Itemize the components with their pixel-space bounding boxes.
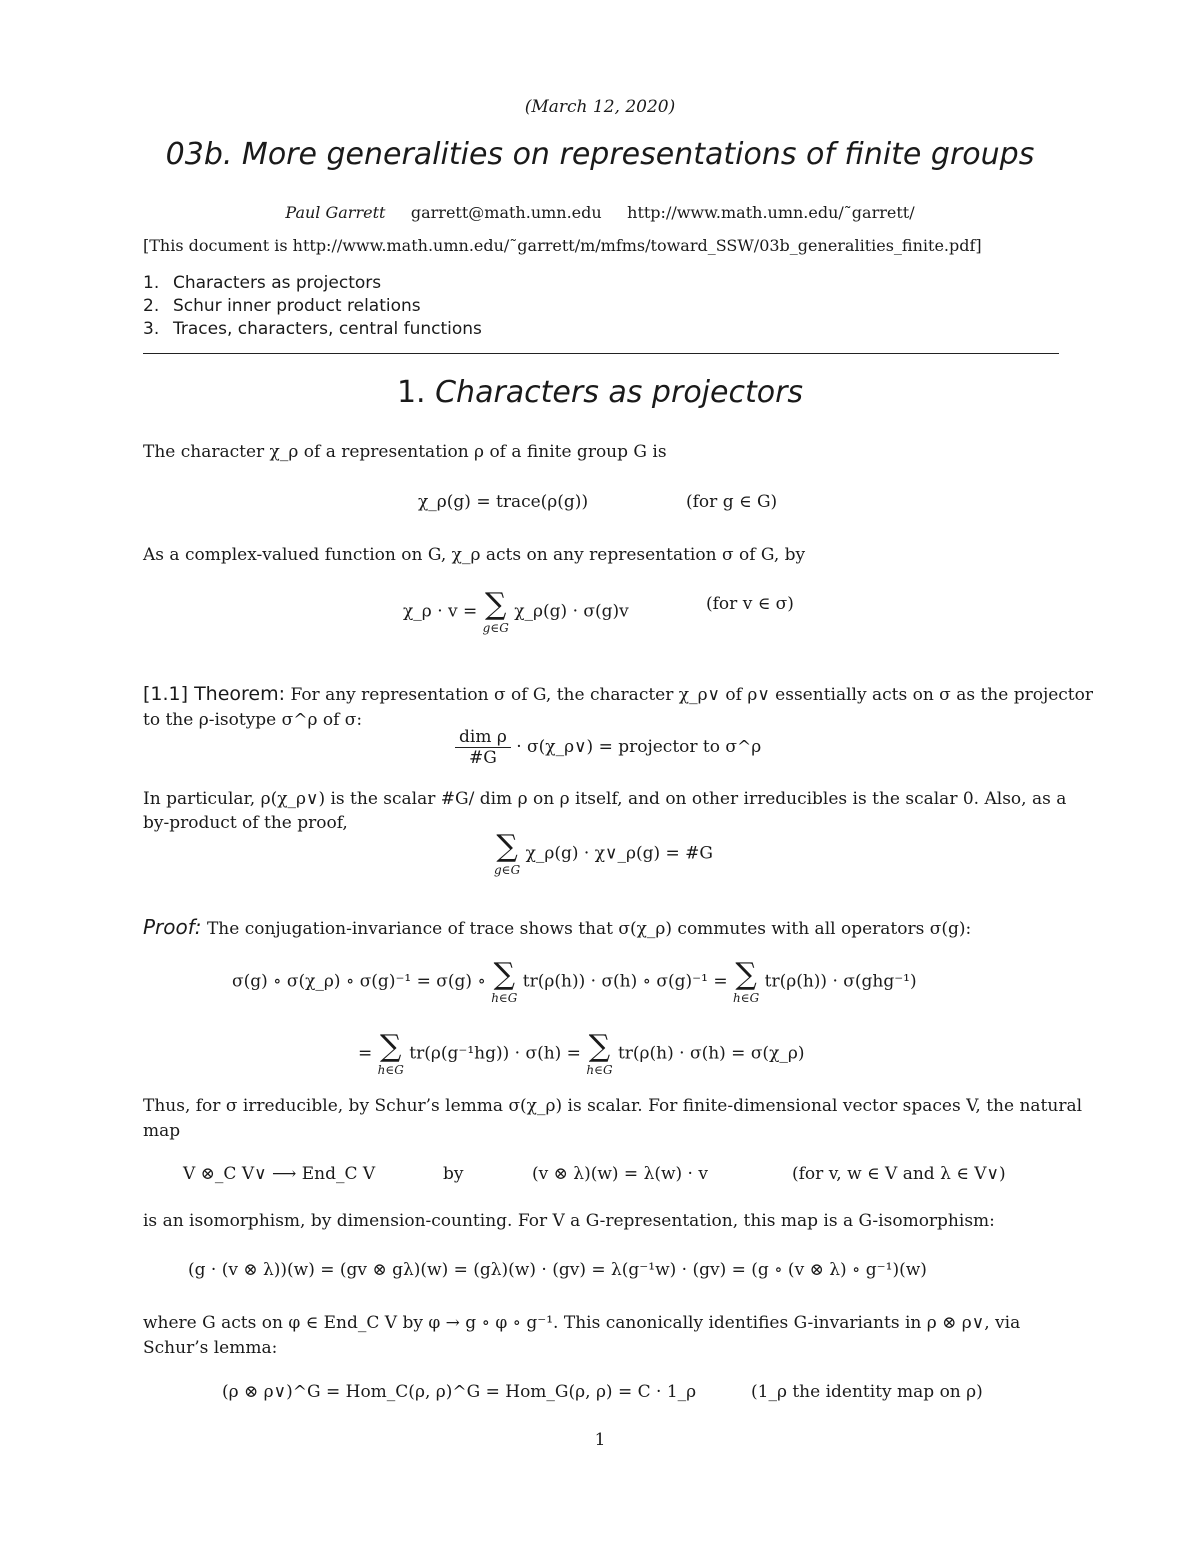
document-date: (March 12, 2020)	[524, 97, 676, 117]
paragraph: is an isomorphism, by dimension-counting. For V a G-representation, this map is a G-isomorphism:	[143, 1211, 995, 1231]
equation-conjugation-cont	[358, 1029, 805, 1077]
sum-symbol: ∑ g∈G	[482, 587, 509, 635]
equation-orthogonality	[494, 829, 713, 877]
toc-item[interactable]	[143, 319, 482, 339]
fraction-numerator: dim ρ	[455, 727, 511, 748]
paragraph: Thus, for σ irreducible, by Schur’s lemma σ(χ_ρ) is scalar. For finite-dimensional vector spaces V, the natural	[143, 1096, 1083, 1116]
author-email[interactable]: garrett@math.umn.edu	[410, 203, 602, 222]
toc-item-number: 1.	[143, 273, 160, 293]
toc-item-label: Traces, characters, central functions	[173, 319, 482, 339]
equation-part: σ(g) ∘ σ(χ_ρ) ∘ σ(g)⁻¹ = σ(g) ∘	[232, 971, 486, 992]
equation-note: (for g ∈ G)	[686, 492, 778, 512]
equation-character: χ_ρ(g) = trace(ρ(g))	[418, 492, 589, 512]
paragraph: The character χ_ρ of a representation ρ of a finite group G is	[143, 442, 667, 462]
equation-part: by	[443, 1164, 464, 1184]
sum-symbol: ∑ h∈G	[586, 1029, 613, 1077]
document-title: 03b. More generalities on representations of finite groups	[165, 137, 1035, 172]
toc-item-label: Characters as projectors	[173, 273, 382, 293]
section-heading	[0, 375, 1200, 410]
equation-part: tr(ρ(h)) · σ(ghg⁻¹)	[764, 971, 917, 992]
theorem-text: For any representation σ of G, the character χ_ρ∨ of ρ∨ essentially acts on σ as the projector	[290, 685, 1093, 705]
equation-action	[403, 587, 629, 635]
equation-part: (v ⊗ λ)(w) = λ(w) · v	[532, 1164, 708, 1184]
sum-symbol: ∑ h∈G	[733, 957, 760, 1005]
header-divider	[143, 353, 1059, 354]
sum-symbol: ∑ h∈G	[491, 957, 518, 1005]
section-title: Characters as projectors	[435, 375, 804, 410]
equation-part: tr(ρ(h)) · σ(h) ∘ σ(g)⁻¹ =	[522, 971, 728, 992]
paragraph: where G acts on φ ∈ End_C V by φ → g ∘ φ ∘ g⁻¹. This canonically identifies G-invariants in ρ ⊗ ρ∨, via	[143, 1313, 1021, 1333]
author-homepage-link[interactable]: http://www.math.umn.edu/˜garrett/	[627, 203, 915, 222]
fraction	[455, 727, 511, 768]
equation-projector	[455, 727, 761, 768]
equation-part: tr(ρ(g⁻¹hg)) · σ(h) =	[409, 1043, 581, 1064]
equation-note: (for v ∈ σ)	[706, 594, 794, 614]
equation-note: (1_ρ the identity map on ρ)	[751, 1382, 983, 1402]
proof-label: Proof:	[143, 915, 202, 939]
toc-item-number: 2.	[143, 296, 160, 316]
equation-rhs: · σ(χ_ρ∨) = projector to σ^ρ	[516, 737, 762, 757]
paragraph: In particular, ρ(χ_ρ∨) is the scalar #G/ dim ρ on ρ itself, and on other irreducibles is the scalar 0. Also, as a	[143, 789, 1067, 809]
equation-rhs: χ_ρ(g) · σ(g)v	[514, 601, 629, 622]
toc-item-label: Schur inner product relations	[173, 296, 421, 316]
equation-invariants: (ρ ⊗ ρ∨)^G = Hom_C(ρ, ρ)^G = Hom_G(ρ, ρ) = C · 1_ρ	[222, 1382, 697, 1402]
document-url-line[interactable]: [This document is http://www.math.umn.edu/˜garrett/m/mfms/toward_SSW/03b_generalities_finite.pdf]	[143, 236, 982, 255]
section-number: 1.	[396, 375, 426, 410]
toc-item[interactable]	[143, 296, 421, 316]
theorem	[143, 682, 1093, 707]
sum-symbol: ∑ g∈G	[494, 829, 521, 877]
equation-map: V ⊗_C V∨ ⟶ End_C V	[183, 1164, 376, 1184]
paragraph: As a complex-valued function on G, χ_ρ acts on any representation σ of G, by	[143, 545, 806, 565]
paragraph: by-product of the proof,	[143, 813, 348, 833]
toc-item[interactable]	[143, 273, 381, 293]
author-line	[0, 203, 1200, 222]
proof-text: The conjugation-invariance of trace shows that σ(χ_ρ) commutes with all operators σ(g):	[206, 919, 972, 939]
paragraph: Schur’s lemma:	[143, 1338, 278, 1358]
equation-note: (for v, w ∈ V and λ ∈ V∨)	[792, 1164, 1006, 1184]
equation-lhs: χ_ρ · v =	[403, 601, 478, 622]
theorem-text: to the ρ-isotype σ^ρ of σ:	[143, 710, 363, 730]
equation-part: =	[358, 1043, 373, 1064]
author-name: Paul Garrett	[285, 203, 386, 222]
equation-g-isomorphism: (g · (v ⊗ λ))(w) = (gv ⊗ gλ)(w) = (gλ)(w) · (gv) = λ(g⁻¹w) · (gv) = (g ∘ (v ⊗ λ) ∘ g⁻¹)(w)	[188, 1260, 927, 1280]
fraction-denominator: #G	[469, 748, 497, 768]
equation-conjugation	[232, 957, 917, 1005]
equation-part: tr(ρ(h) · σ(h) = σ(χ_ρ)	[617, 1043, 805, 1064]
toc-item-number: 3.	[143, 319, 160, 339]
theorem-label: [1.1] Theorem:	[143, 683, 286, 705]
page-number: 1	[594, 1430, 606, 1450]
equation-rhs: χ_ρ(g) · χ∨_ρ(g) = #G	[525, 843, 713, 864]
paragraph: map	[143, 1121, 181, 1141]
sum-symbol: ∑ h∈G	[377, 1029, 404, 1077]
proof	[143, 915, 971, 941]
